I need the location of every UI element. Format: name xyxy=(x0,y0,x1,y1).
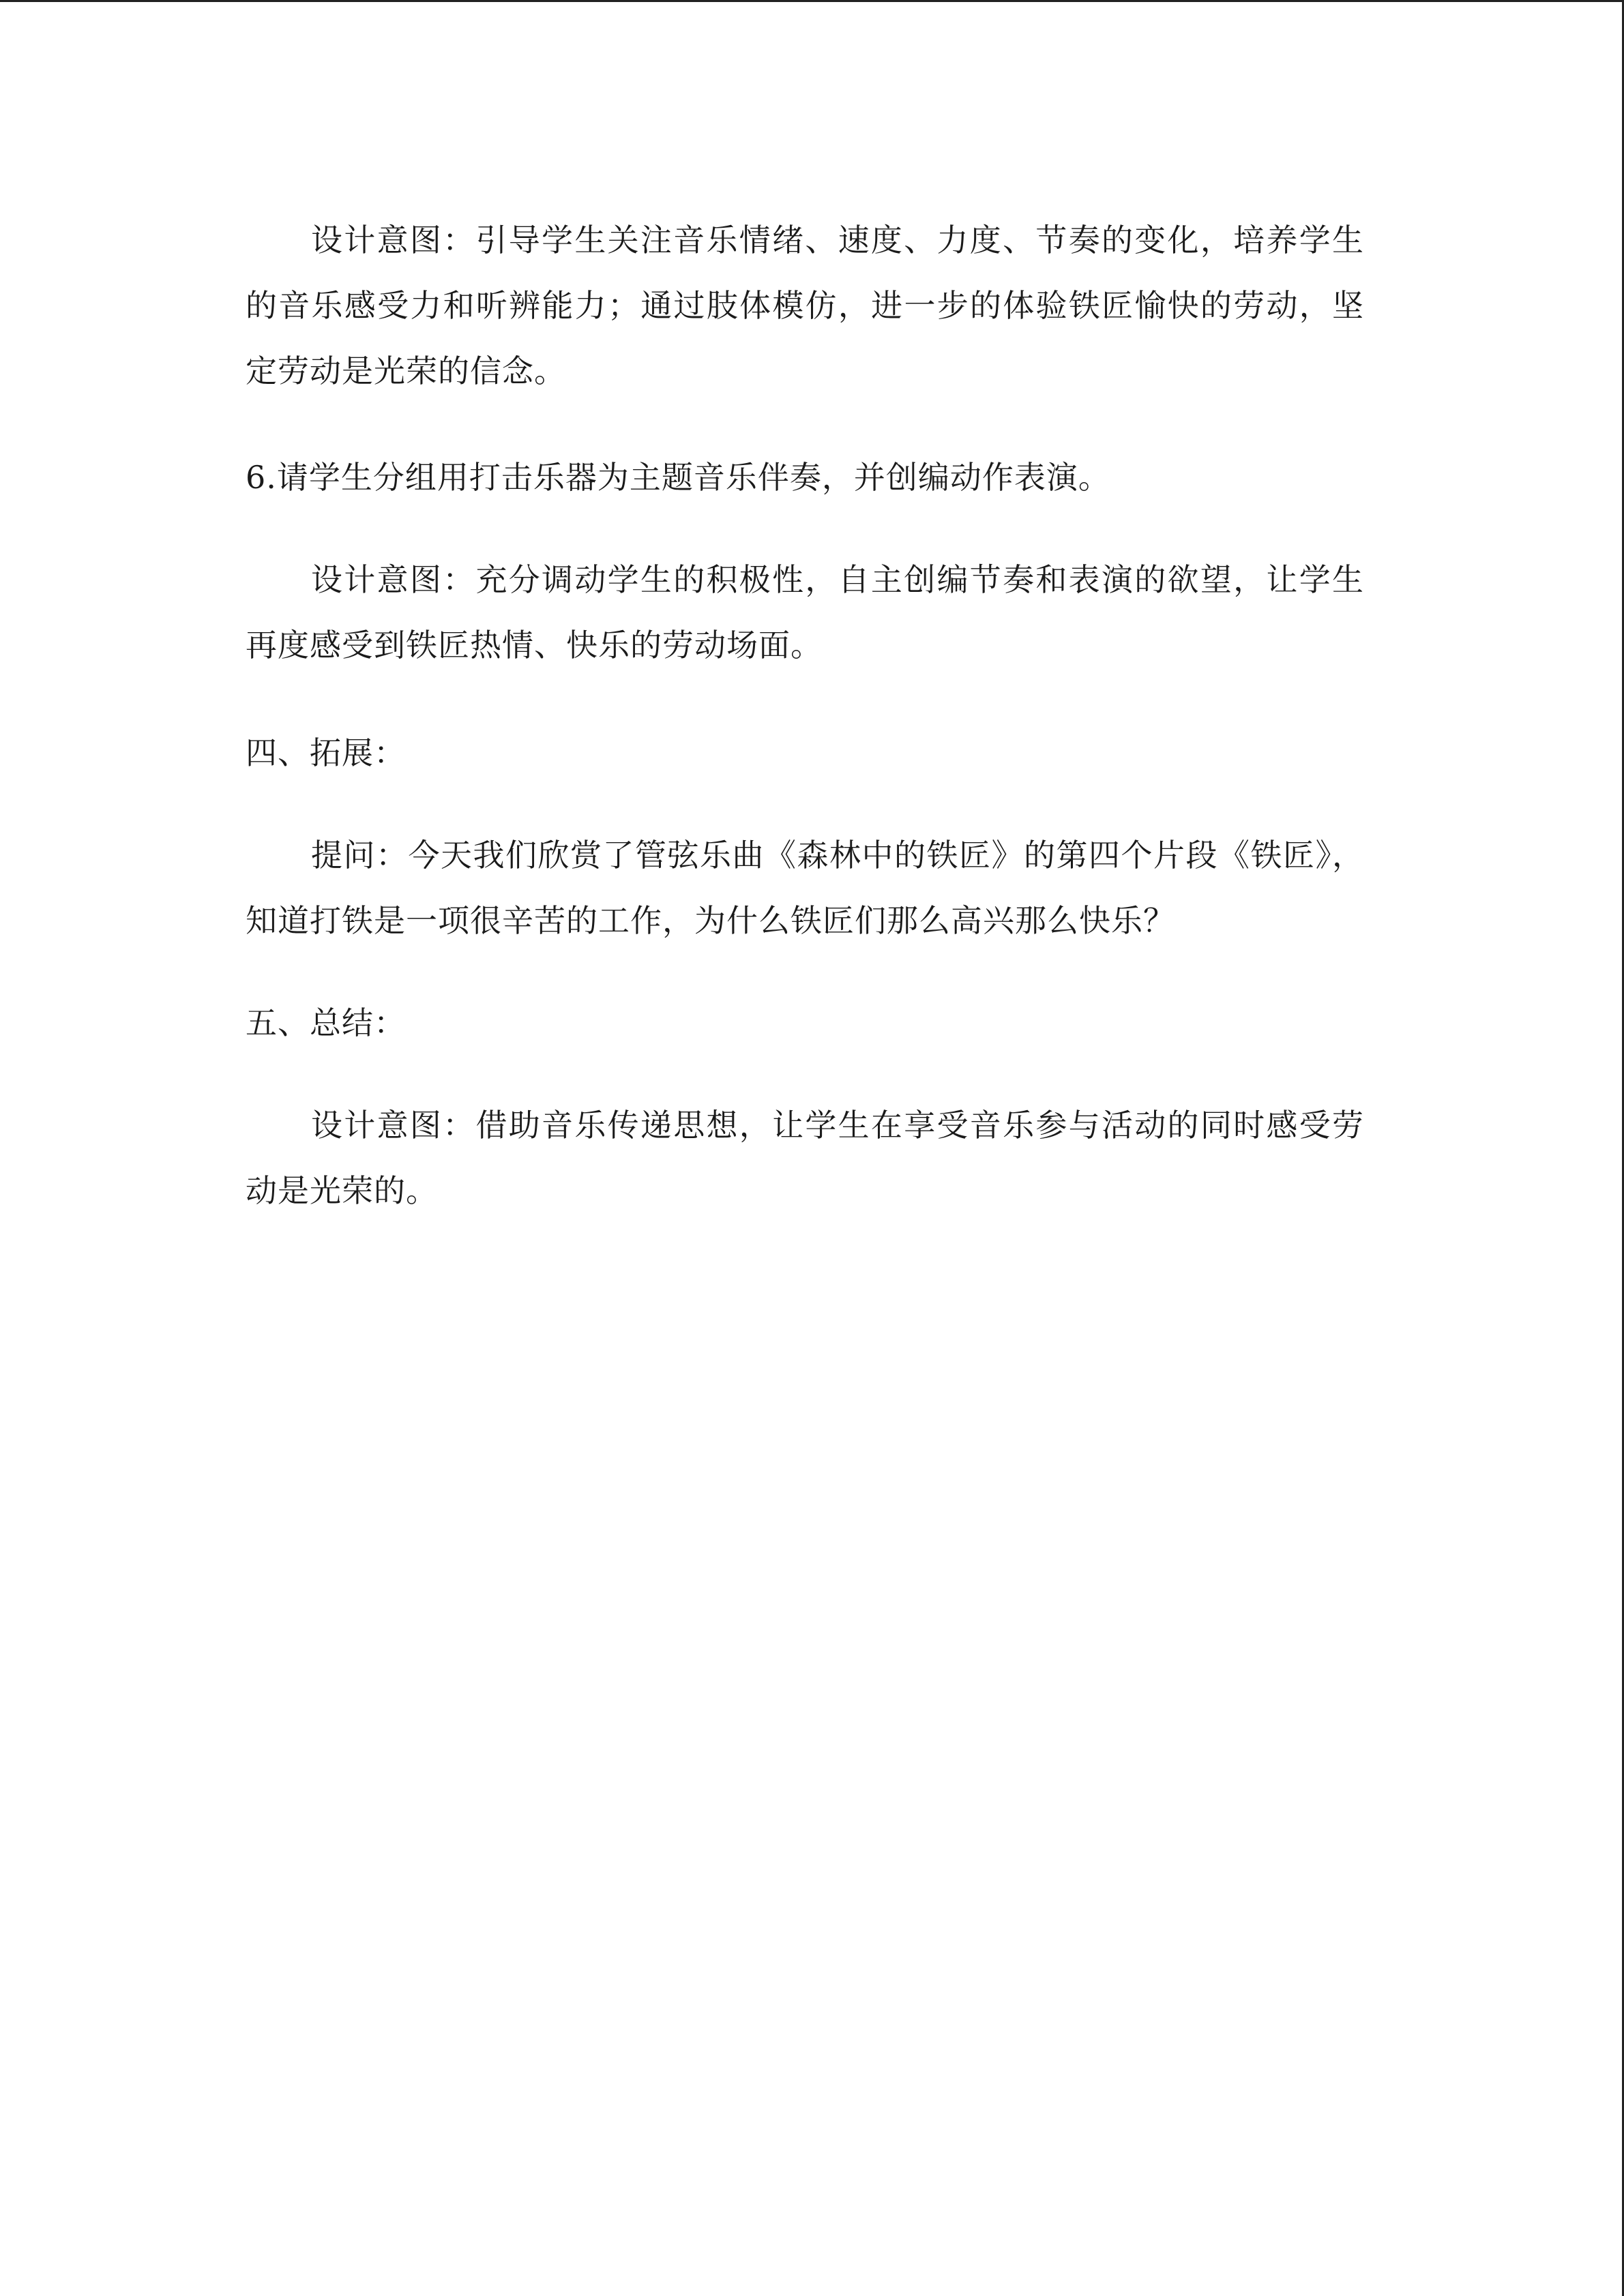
design-intent-paragraph-3: 设计意图：借助音乐传递思想，让学生在享受音乐参与活动的同时感受劳动是光荣的。 xyxy=(246,1107,1364,1209)
step-6-paragraph: 6.请学生分组用打击乐器为主题音乐伴奏，并创编动作表演。 xyxy=(246,459,1110,496)
section-heading-extension: 四、拓展： xyxy=(246,734,406,771)
question-paragraph: 提问：今天我们欣赏了管弦乐曲《森林中的铁匠》的第四个片段《铁匠》，知道打铁是一项很辛苦的工作，为什么铁匠们那么高兴那么快乐？ xyxy=(246,837,1364,939)
section-heading-summary: 五、总结： xyxy=(246,1004,406,1041)
design-intent-paragraph-1: 设计意图：引导学生关注音乐情绪、速度、力度、节奏的变化，培养学生的音乐感受力和听辨能力；通过肢体模仿，进一步的体验铁匠愉快的劳动，坚定劳动是光荣的信念。 xyxy=(246,222,1364,389)
design-intent-paragraph-2: 设计意图：充分调动学生的积极性，自主创编节奏和表演的欲望，让学生再度感受到铁匠热情、快乐的劳动场面。 xyxy=(246,561,1364,664)
